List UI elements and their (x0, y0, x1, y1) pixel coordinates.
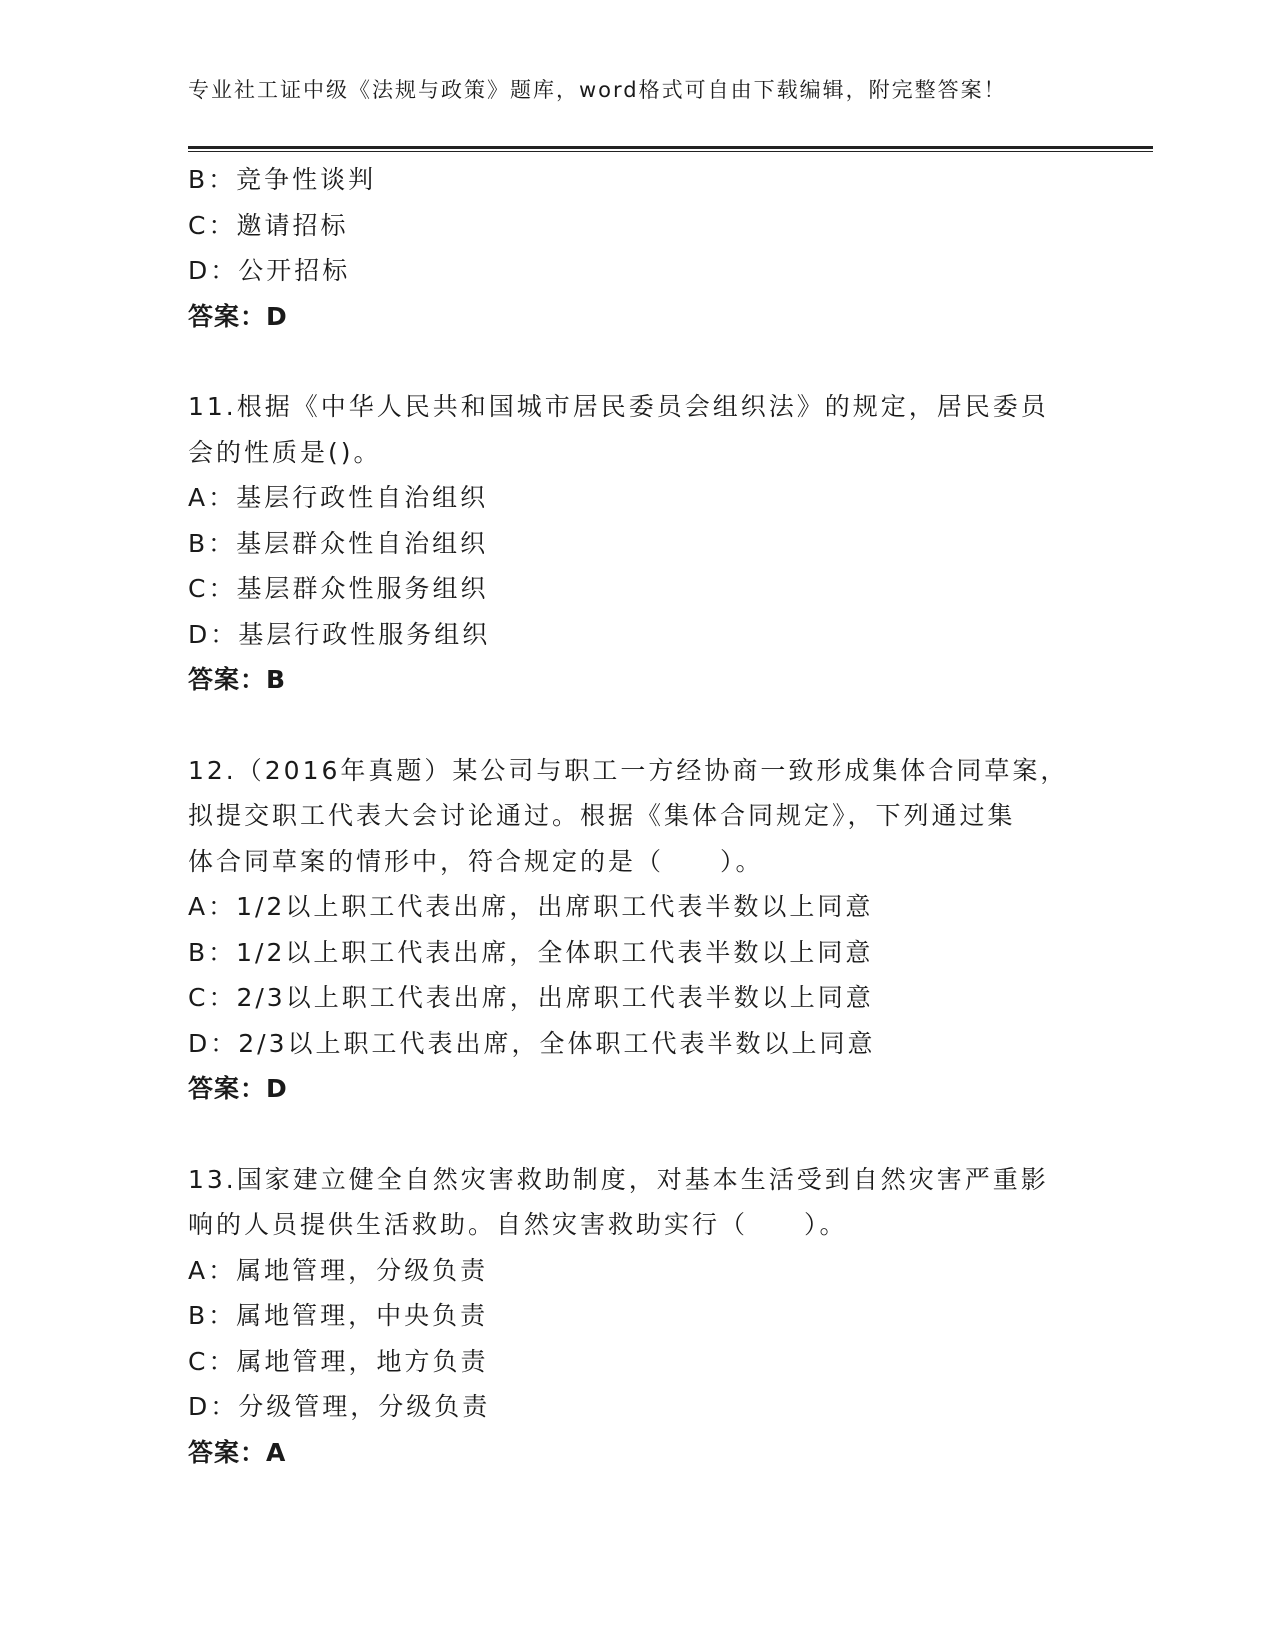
option-a: A：基层行政性自治组织 (188, 483, 489, 512)
question-12 (188, 748, 1088, 1112)
question-stem: 12.（2016年真题）某公司与职工一方经协商一致形成集体合同草案， (188, 755, 1069, 785)
answer: 答案：B (188, 665, 287, 694)
option-d: D：分级管理，分级负责 (188, 1392, 491, 1421)
option-b: B：竞争性谈判 (188, 165, 377, 194)
option-b: B：1/2以上职工代表出席，全体职工代表半数以上同意 (188, 937, 874, 967)
page-header: 专业社工证中级《法规与政策》题库，word格式可自由下载编辑，附完整答案！ (188, 78, 1007, 102)
question-13 (188, 1157, 1088, 1476)
question-11 (188, 384, 1088, 703)
option-d: D：2/3以上职工代表出席，全体职工代表半数以上同意 (188, 1028, 876, 1058)
header-divider-thin (188, 151, 1153, 152)
question-stem: 体合同草案的情形中，符合规定的是（ ）。 (188, 846, 764, 876)
carryover-question (188, 157, 1088, 339)
header-divider (188, 146, 1153, 149)
option-b: B：属地管理，中央负责 (188, 1301, 489, 1330)
answer: 答案：D (188, 301, 288, 331)
option-a: A：1/2以上职工代表出席，出席职工代表半数以上同意 (188, 892, 874, 921)
answer: 答案：D (188, 1074, 288, 1103)
option-d: D：基层行政性服务组织 (188, 619, 491, 649)
question-stem: 拟提交职工代表大会讨论通过。根据《集体合同规定》，下列通过集 (188, 801, 1016, 830)
option-c: C：2/3以上职工代表出席，出席职工代表半数以上同意 (188, 983, 874, 1012)
option-a: A：属地管理，分级负责 (188, 1255, 489, 1285)
question-stem: 响的人员提供生活救助。自然灾害救助实行（ ）。 (188, 1210, 848, 1239)
question-stem: 13.国家建立健全自然灾害救助制度，对基本生活受到自然灾害严重影 (188, 1164, 1049, 1194)
option-b: B：基层群众性自治组织 (188, 528, 489, 558)
option-d: D：公开招标 (188, 256, 351, 285)
option-c: C：邀请招标 (188, 210, 349, 240)
question-stem: 11.根据《中华人民共和国城市居民委员会组织法》的规定，居民委员 (188, 392, 1049, 421)
question-stem: 会的性质是()。 (188, 437, 382, 467)
option-c: C：属地管理，地方负责 (188, 1346, 489, 1376)
answer: 答案：A (188, 1437, 287, 1467)
option-c: C：基层群众性服务组织 (188, 574, 489, 603)
document-body (188, 157, 1088, 1475)
